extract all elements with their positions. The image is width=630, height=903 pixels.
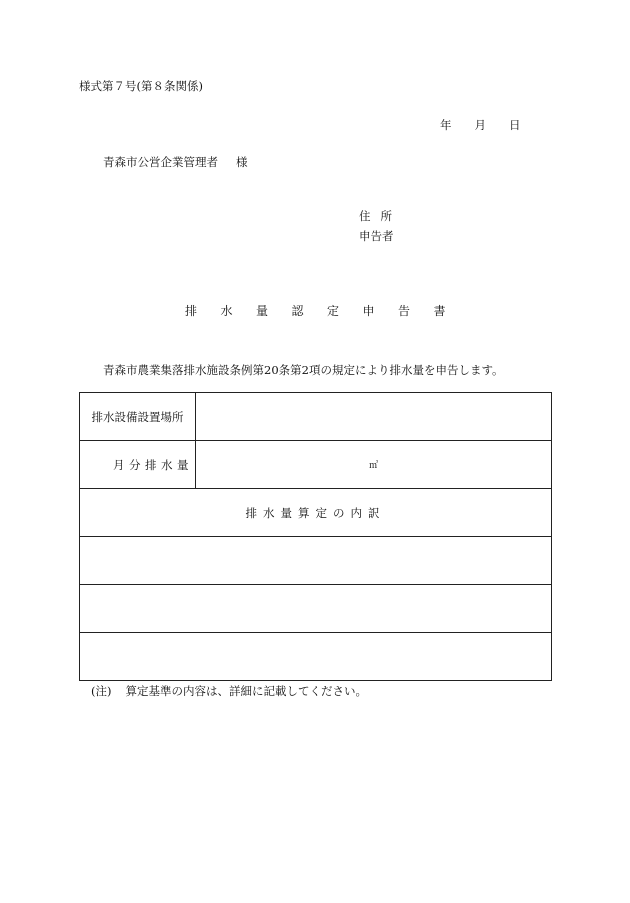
breakdown-header: 排水量算定の内訳 xyxy=(80,489,552,537)
form-number: 様式第７号(第８条関係) xyxy=(79,79,203,93)
declaration-table xyxy=(79,392,552,681)
month-label: 月 xyxy=(474,118,486,132)
day-label: 日 xyxy=(509,118,521,132)
date-line xyxy=(440,120,521,132)
note-line xyxy=(91,686,367,698)
location-field[interactable] xyxy=(196,393,552,441)
breakdown-field-2[interactable] xyxy=(80,585,552,633)
location-label: 排水設備設置場所 xyxy=(80,393,196,441)
breakdown-row xyxy=(80,633,552,681)
addressee-name: 青森市公営企業管理者 xyxy=(103,155,218,169)
address-label-char-1: 住 xyxy=(359,209,371,223)
addressee-honorific: 様 xyxy=(236,155,248,169)
breakdown-row xyxy=(80,585,552,633)
monthly-volume-row xyxy=(80,441,552,489)
declarant-label: 申告者 xyxy=(359,229,394,243)
monthly-volume-field[interactable]: ㎥ xyxy=(196,441,552,489)
addressee-line xyxy=(103,157,248,169)
document-title: 排水量認定申告書 xyxy=(185,304,470,318)
breakdown-field-3[interactable] xyxy=(80,633,552,681)
monthly-volume-label: 月分排水量 xyxy=(80,441,196,489)
breakdown-field-1[interactable] xyxy=(80,537,552,585)
breakdown-row xyxy=(80,537,552,585)
intro-text: 青森市農業集落排水施設条例第20条第2項の規定により排水量を申告します。 xyxy=(103,363,504,377)
location-row xyxy=(80,393,552,441)
address-label-char-2: 所 xyxy=(380,209,392,223)
address-label xyxy=(359,211,392,223)
year-label: 年 xyxy=(440,118,452,132)
note-text: 算定基準の内容は、詳細に記載してください。 xyxy=(125,684,367,698)
note-mark: (注) xyxy=(91,684,112,698)
breakdown-header-row xyxy=(80,489,552,537)
